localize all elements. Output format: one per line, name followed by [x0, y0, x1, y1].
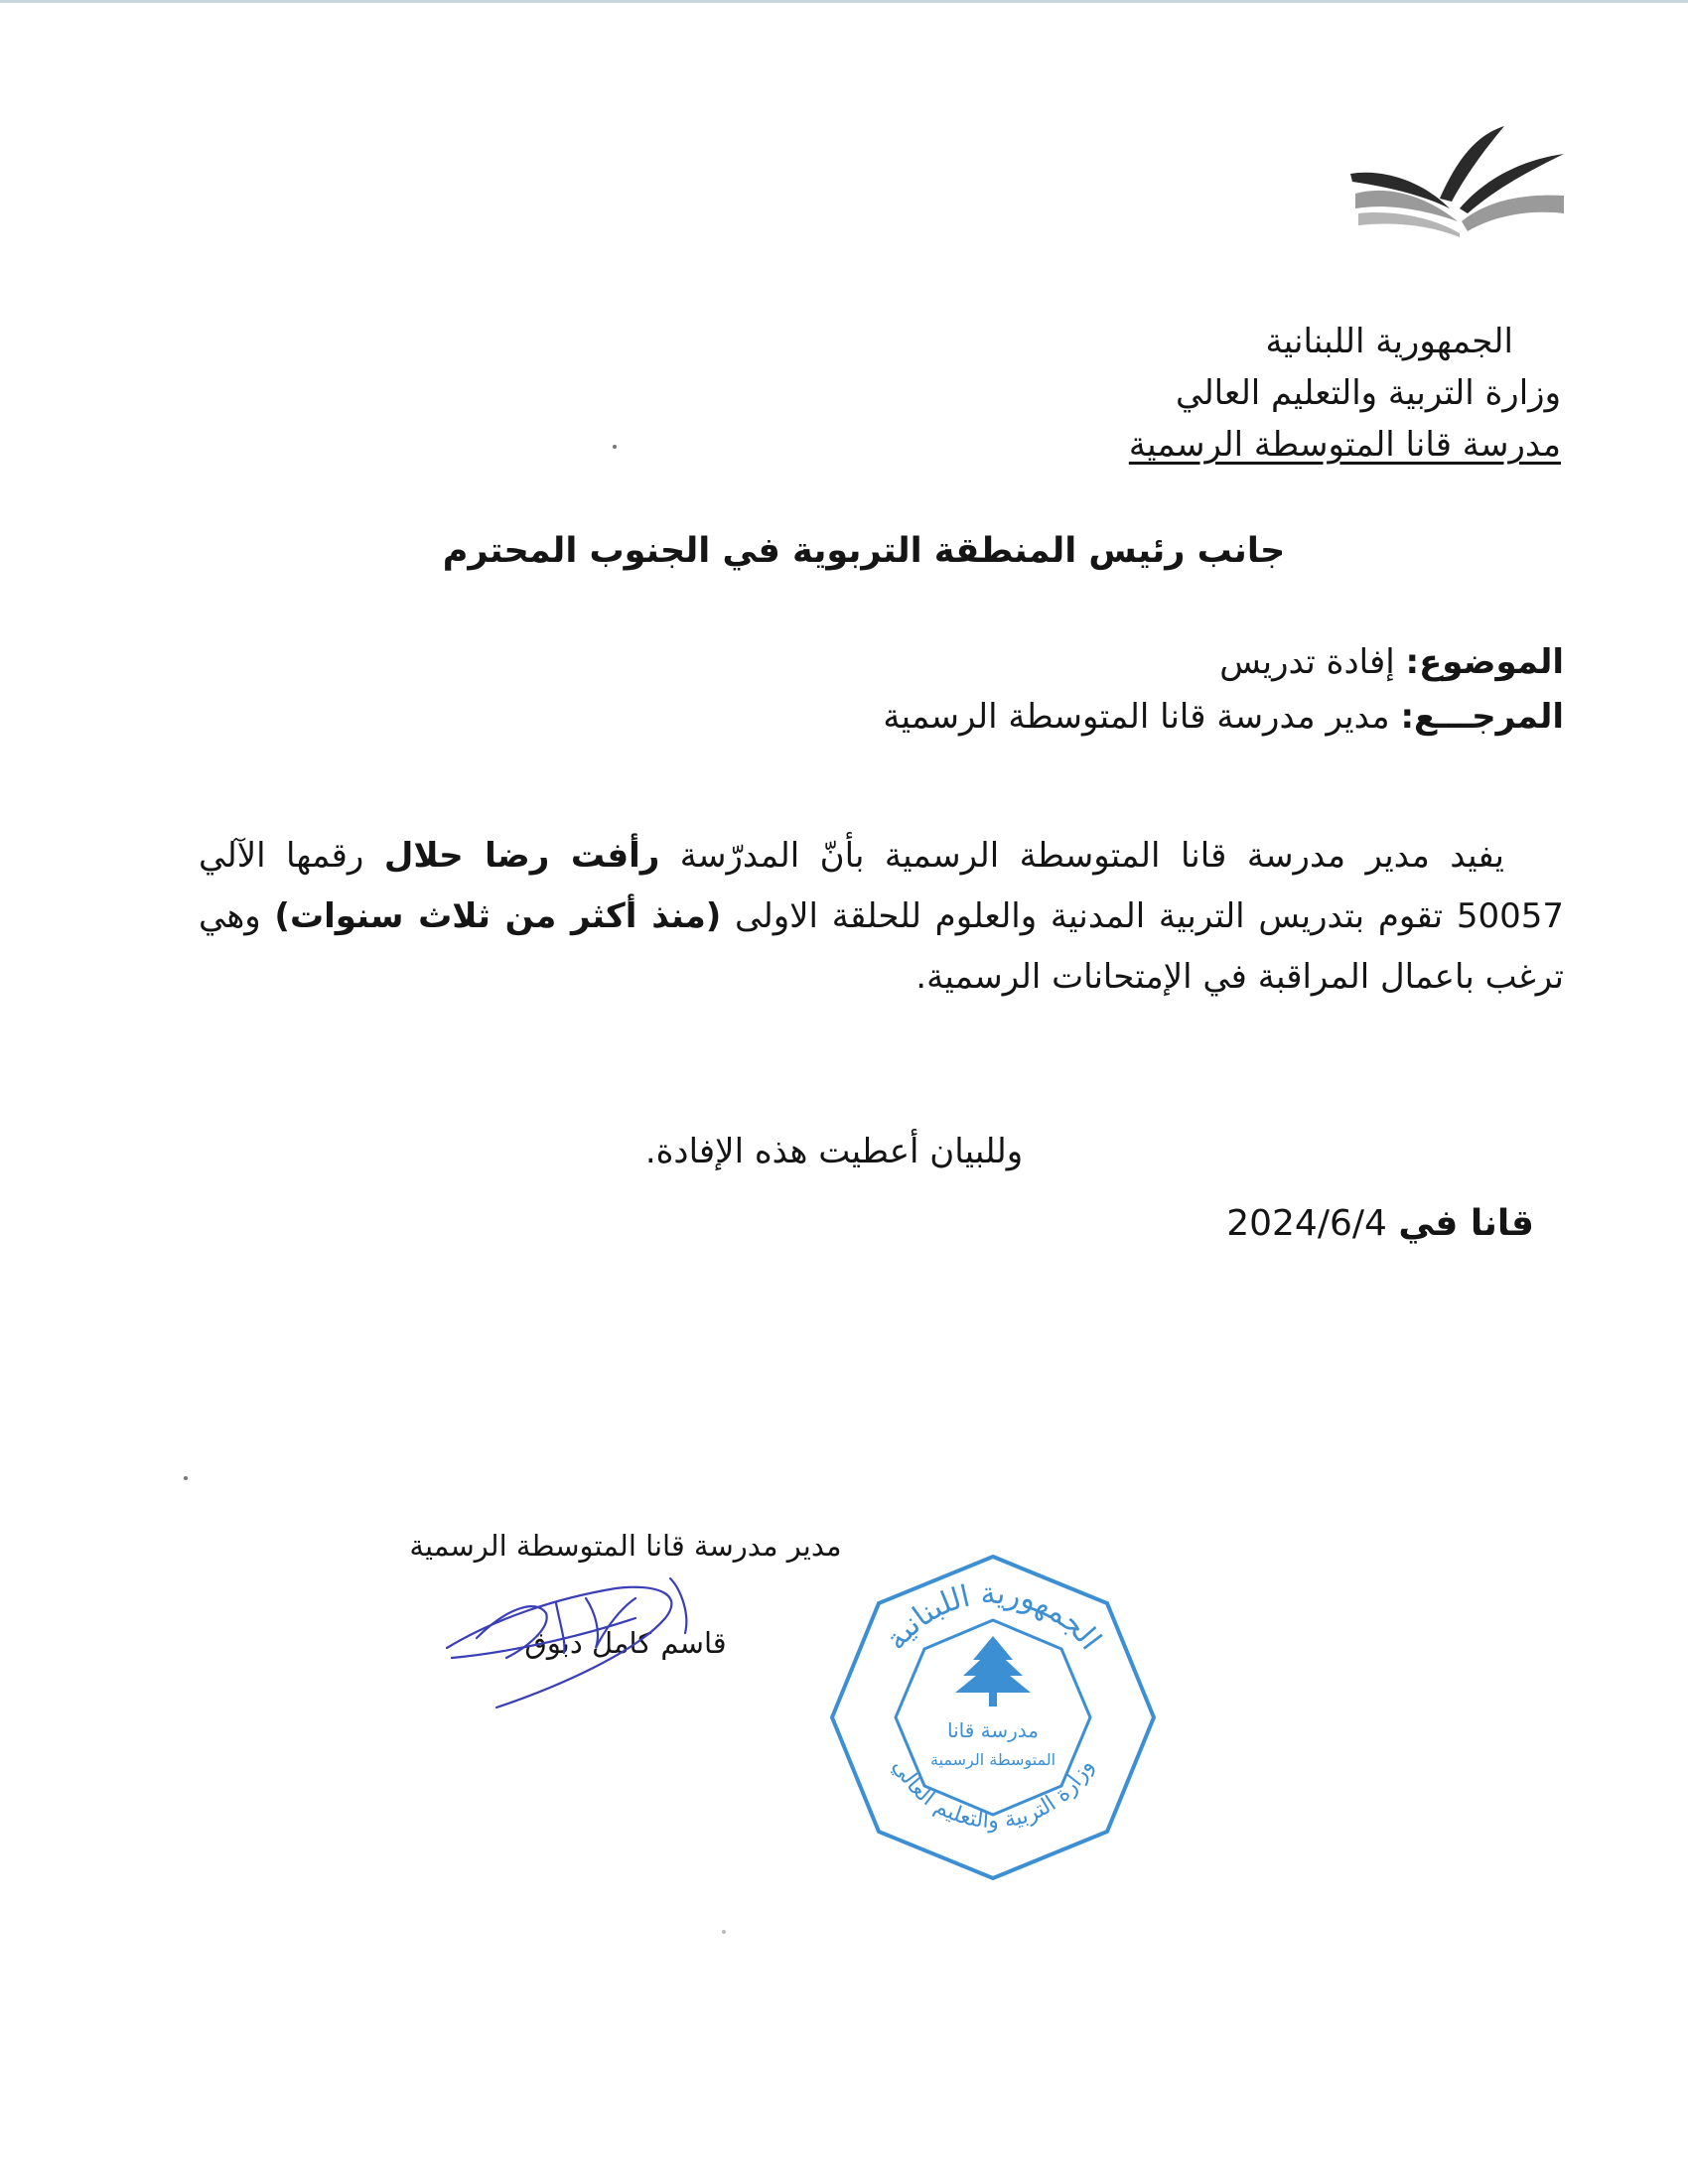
- body-part-2: رقمها الآلي 50057 تقوم بتدريس التربية المدنية والعلوم للحلقة الاولى: [199, 836, 1565, 936]
- body-part-3: وهي ترغب باعمال المراقبة في الإمتحانات الرسمية.: [199, 896, 1564, 997]
- official-stamp: [824, 1549, 1162, 1886]
- school-name: مدرسة قانا المتوسطة الرسمية: [1128, 425, 1561, 465]
- stamp-center-line-2: المتوسطة الرسمية: [929, 1750, 1056, 1769]
- teaching-duration: (منذ أكثر من ثلاث سنوات): [274, 896, 722, 936]
- subject-label: الموضوع:: [1405, 642, 1564, 682]
- scan-speck: [722, 1930, 726, 1934]
- date-place-label: قانا في: [1398, 1203, 1534, 1244]
- scan-edge: [0, 0, 1688, 3]
- subject-block: [670, 635, 1564, 745]
- date-line: [938, 1203, 1534, 1244]
- signatory-title: مدير مدرسة قانا المتوسطة الرسمية: [409, 1529, 842, 1563]
- body-part-1: يفيد مدير مدرسة قانا المتوسطة الرسمية بأنّ المدرّسة: [679, 836, 1505, 876]
- teacher-name: رأفت رضا حلال: [383, 836, 660, 876]
- stamp-center-line-1: مدرسة قانا: [946, 1718, 1040, 1742]
- ministry-name: وزارة التربية والتعليم العالي: [1175, 373, 1561, 413]
- signatory-name: قاسم كامل دبوق: [524, 1626, 727, 1660]
- open-book-logo-icon: [1340, 114, 1569, 253]
- letterhead: [1064, 316, 1561, 471]
- subject-value: إفادة تدريس: [1219, 642, 1395, 682]
- reference-value: مدير مدرسة قانا المتوسطة الرسمية: [883, 697, 1390, 737]
- addressee-line: جانب رئيس المنطقة التربوية في الجنوب المحترم: [442, 531, 1286, 571]
- date-value: 2024/6/4: [1226, 1203, 1387, 1244]
- stamp-top-text: الجمهورية اللبنانية: [878, 1575, 1108, 1657]
- reference-label: المرجـــع:: [1400, 697, 1564, 737]
- subject-line: [670, 635, 1564, 690]
- scan-speck: [613, 445, 617, 449]
- scan-speck: [184, 1476, 188, 1480]
- closing-line: وللبيان أعطيت هذه الإفادة.: [644, 1132, 1024, 1171]
- reference-line: [670, 690, 1564, 745]
- stamp-bottom-text: وزارة التربية والتعليم العالي: [887, 1755, 1099, 1834]
- cedar-tree-icon: [955, 1636, 1031, 1706]
- country-name: الجمهورية اللبنانية: [1265, 322, 1513, 361]
- handwritten-signature: [437, 1559, 725, 1717]
- letter-body: [199, 826, 1564, 1008]
